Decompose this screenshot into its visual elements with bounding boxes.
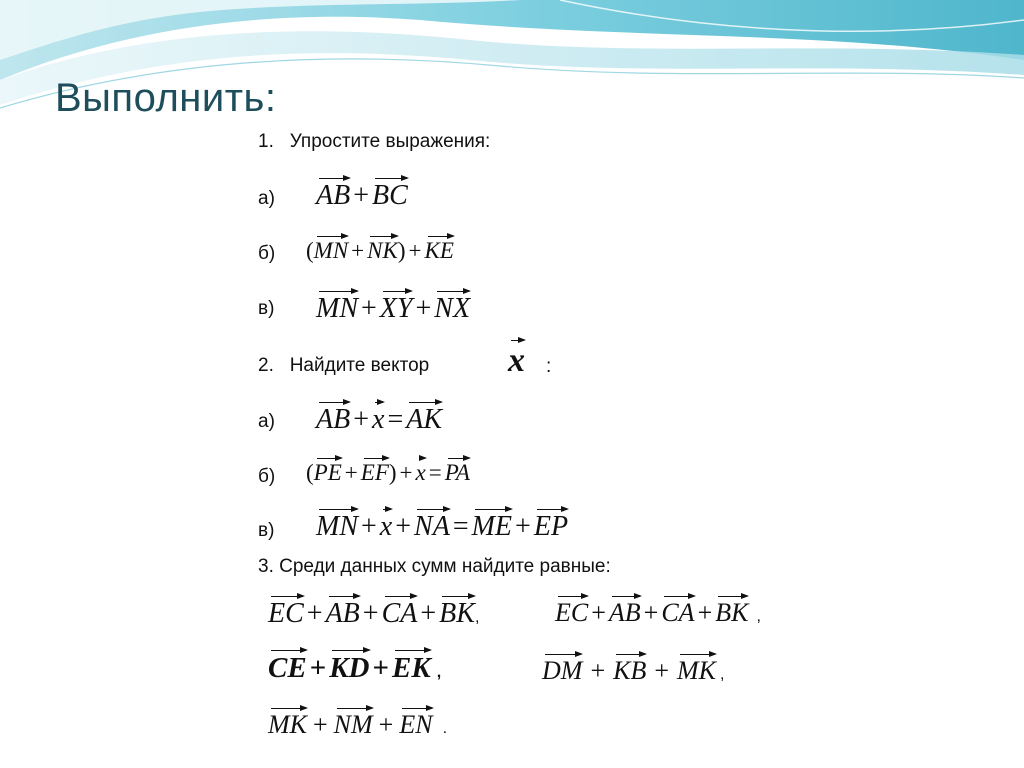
vector-me: ME [471, 511, 513, 542]
task2-c-label: в) [258, 520, 275, 541]
task2-heading-text: Найдите вектор [289, 355, 430, 376]
task3-sum2: EC + AB + CA + BK , [555, 598, 761, 627]
vector-ec: EC [268, 598, 304, 629]
vector-ca: CA [381, 598, 418, 629]
vector-mn: MN [313, 238, 349, 263]
task1-heading-text: Упростите выражения: [289, 131, 491, 152]
vector-ab: AB [316, 180, 351, 211]
vector-ab: AB [325, 598, 360, 629]
task2-colon: : [546, 356, 552, 377]
task3-sum1: EC + AB + CA + BK, [268, 598, 480, 629]
task3-sum4: DM + KB + MK , [542, 656, 725, 685]
task3-number: 3. [258, 556, 274, 577]
task2-vector-x [508, 342, 525, 380]
task2-a-label: а) [258, 411, 275, 432]
vector-xy: XY [379, 293, 413, 324]
vector-ab: AB [316, 404, 351, 435]
vector-ec: EC [555, 598, 589, 627]
vector-bk: BK [439, 598, 475, 629]
task2-b-expression: (PE + EF) + x = PA [306, 460, 470, 485]
task3-heading [258, 556, 611, 578]
task2-number: 2. [258, 355, 274, 376]
task1-a-expression: AB + BC [316, 180, 408, 211]
vector-ak: AK [406, 404, 443, 435]
vector-nx: NX [434, 293, 471, 324]
vector-kb: KB [613, 656, 647, 685]
task1-number: 1. [258, 131, 274, 152]
vector-nm: NM [333, 710, 373, 739]
vector-x: x [415, 460, 426, 485]
task1-b-label: б) [258, 243, 276, 264]
page-title: Выполнить: [55, 76, 277, 120]
task1-a-label: а) [258, 188, 275, 209]
vector-pa: PA [444, 460, 470, 485]
task1-heading [258, 131, 490, 153]
task2-a-expression: AB + x = AK [316, 404, 443, 435]
vector-mk: MK [677, 656, 717, 685]
task2-b-label: б) [258, 466, 276, 487]
task2-c-expression: MN + x + NA = ME + EP [316, 511, 569, 542]
vector-ca: CA [661, 598, 695, 627]
vector-bc: BC [372, 180, 408, 211]
vector-ke: KE [424, 238, 454, 263]
vector-x: x [379, 511, 393, 542]
vector-en: EN [399, 710, 433, 739]
vector-pe: PE [313, 460, 342, 485]
task3-sum3: CE + KD + EK , [268, 652, 442, 684]
task1-c-label: в) [258, 298, 275, 319]
vector-mn: MN [316, 293, 358, 324]
task2-heading [258, 355, 429, 377]
task1-b-expression: (MN + NK) + KE [306, 238, 454, 263]
vector-ce: CE [268, 652, 307, 684]
vector-bk: BK [715, 598, 749, 627]
vector-dm: DM [542, 656, 583, 685]
vector-ep: EP [533, 511, 569, 542]
vector-na: NA [414, 511, 450, 542]
vector-ab: AB [608, 598, 641, 627]
task3-sum5: MK + NM + EN . [268, 710, 448, 739]
vector-ek: EK [392, 652, 431, 684]
task3-heading-text: Среди данных сумм найдите равные: [279, 556, 611, 577]
vector-x: x [372, 404, 385, 435]
vector-mn: MN [316, 511, 358, 542]
task1-c-expression: MN + XY + NX [316, 293, 471, 324]
vector-nk: NK [367, 238, 398, 263]
vector-kd: KD [329, 652, 370, 684]
vector-x: x [508, 342, 525, 379]
vector-ef: EF [360, 460, 389, 485]
vector-mk: MK [268, 710, 307, 739]
